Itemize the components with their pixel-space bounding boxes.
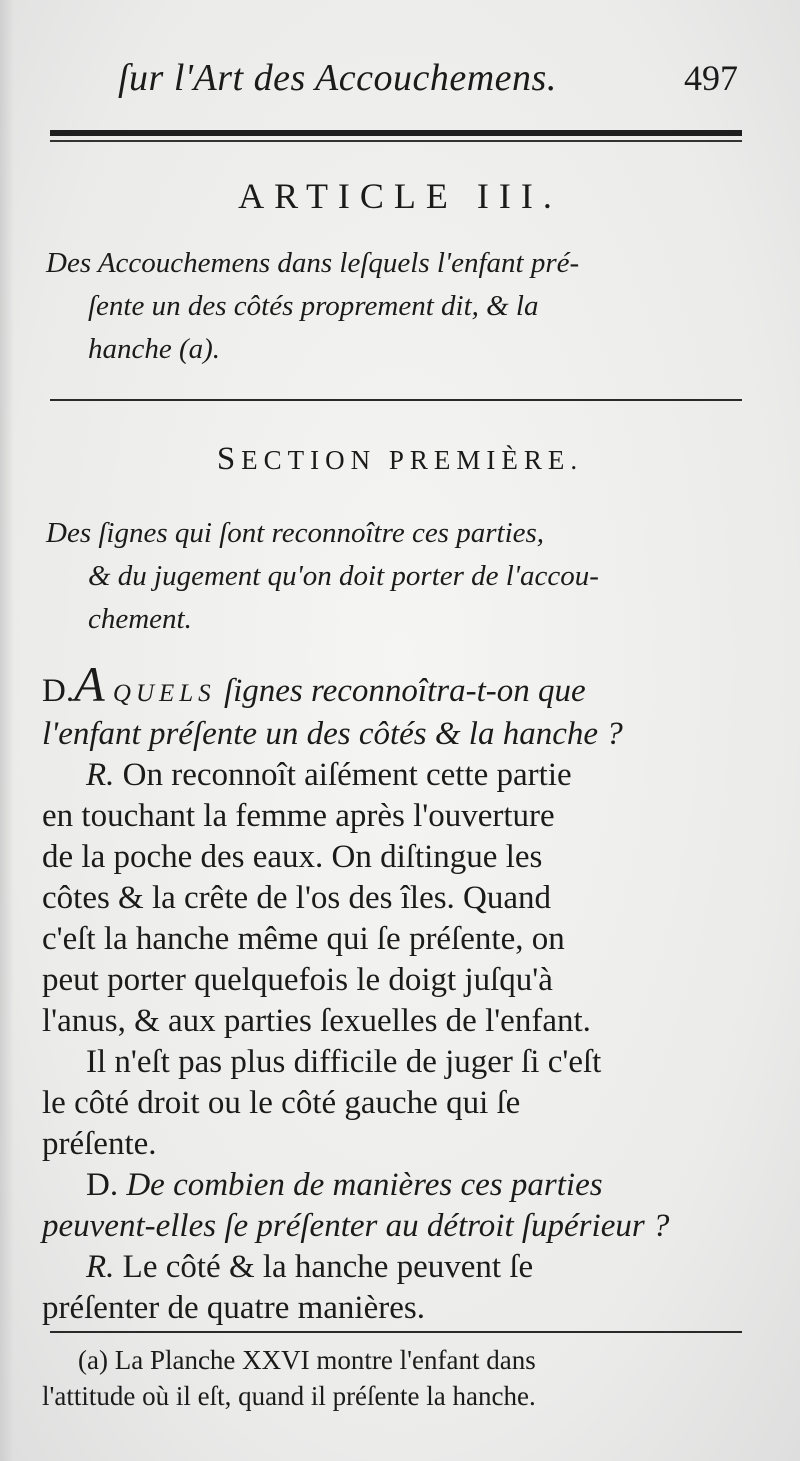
answer-label: R. (86, 757, 115, 793)
article-title (46, 242, 748, 371)
answer-text: Le côté & la hanche peuvent ſe (114, 1249, 534, 1285)
answer-1-line: en touchant la femme après l'ouverture (42, 798, 555, 834)
section-title-line: Des ſignes qui ſont reconnoître ces parties, (46, 517, 545, 549)
page-number: 497 (684, 58, 738, 98)
footnote-line: l'attitude où il eſt, quand il préſente la hanche. (42, 1381, 536, 1411)
paragraph-2-line: préſente. (42, 1126, 157, 1162)
article-title-line: hanche (a). (88, 333, 221, 365)
answer-1-line: peut porter quelquefois le doigt juſqu'à (42, 962, 553, 998)
section-heading-cap: S (216, 441, 242, 477)
running-head (0, 50, 800, 106)
footnote-rule (50, 1331, 742, 1333)
article-title-line: Des Accouchemens dans leſquels l'enfant pré- (46, 247, 580, 279)
question-1-line (42, 656, 747, 714)
question-label: D. (42, 673, 75, 709)
question-text: De combien de manières ces parties (118, 1167, 603, 1203)
drop-cap: A (74, 656, 105, 712)
section-title-line: & du jugement qu'on doit porter de l'accou- (88, 560, 599, 592)
article-heading: ARTICLE III. (238, 176, 562, 216)
footnote (42, 1342, 747, 1414)
answer-2-line: préſenter de quatre manières. (42, 1290, 425, 1326)
paragraph-2-line: Il n'eſt pas plus difficile de juger ſi c'eſt (86, 1044, 602, 1080)
small-caps-word: QUELS (112, 680, 216, 707)
body-text (42, 656, 747, 1329)
section-title (46, 512, 748, 641)
question-2-line: peuvent-elles ſe préſenter au détroit ſupérieur ? (42, 1208, 670, 1244)
question-1-line: l'enfant préſente un des côtés & la hanche ? (42, 716, 623, 752)
running-title: ſur l'Art des Accouchemens. (118, 57, 557, 99)
answer-1-line: de la poche des eaux. On diſtingue les (42, 839, 543, 875)
section-heading-rest: ECTION PREMIÈRE. (241, 445, 584, 475)
answer-text: On reconnoît aiſément cette partie (114, 757, 572, 793)
question-2-line (42, 1165, 747, 1206)
answer-1-line: côtes & la crête de l'os des îles. Quand (42, 880, 552, 916)
section-title-line: chement. (88, 603, 192, 635)
answer-1-line (42, 755, 747, 796)
answer-label: R. (86, 1249, 115, 1285)
section-heading (0, 437, 800, 482)
answer-2-line (42, 1247, 747, 1288)
answer-1-line: l'anus, & aux parties ſexuelles de l'enfant. (42, 1003, 591, 1039)
section-rule (50, 399, 742, 401)
paragraph-2-line: le côté droit ou le côté gauche qui ſe (42, 1085, 521, 1121)
article-title-line: ſente un des côtés proprement dit, & la (88, 290, 539, 322)
header-rule (50, 130, 742, 136)
footnote-line: (a) La Planche XXVI montre l'enfant dans (78, 1345, 536, 1375)
question-label: D. (86, 1167, 119, 1203)
answer-1-line: c'eſt la hanche même qui ſe préſente, on (42, 921, 565, 957)
question-text: ſignes reconnoîtra-t-on que (215, 673, 586, 709)
